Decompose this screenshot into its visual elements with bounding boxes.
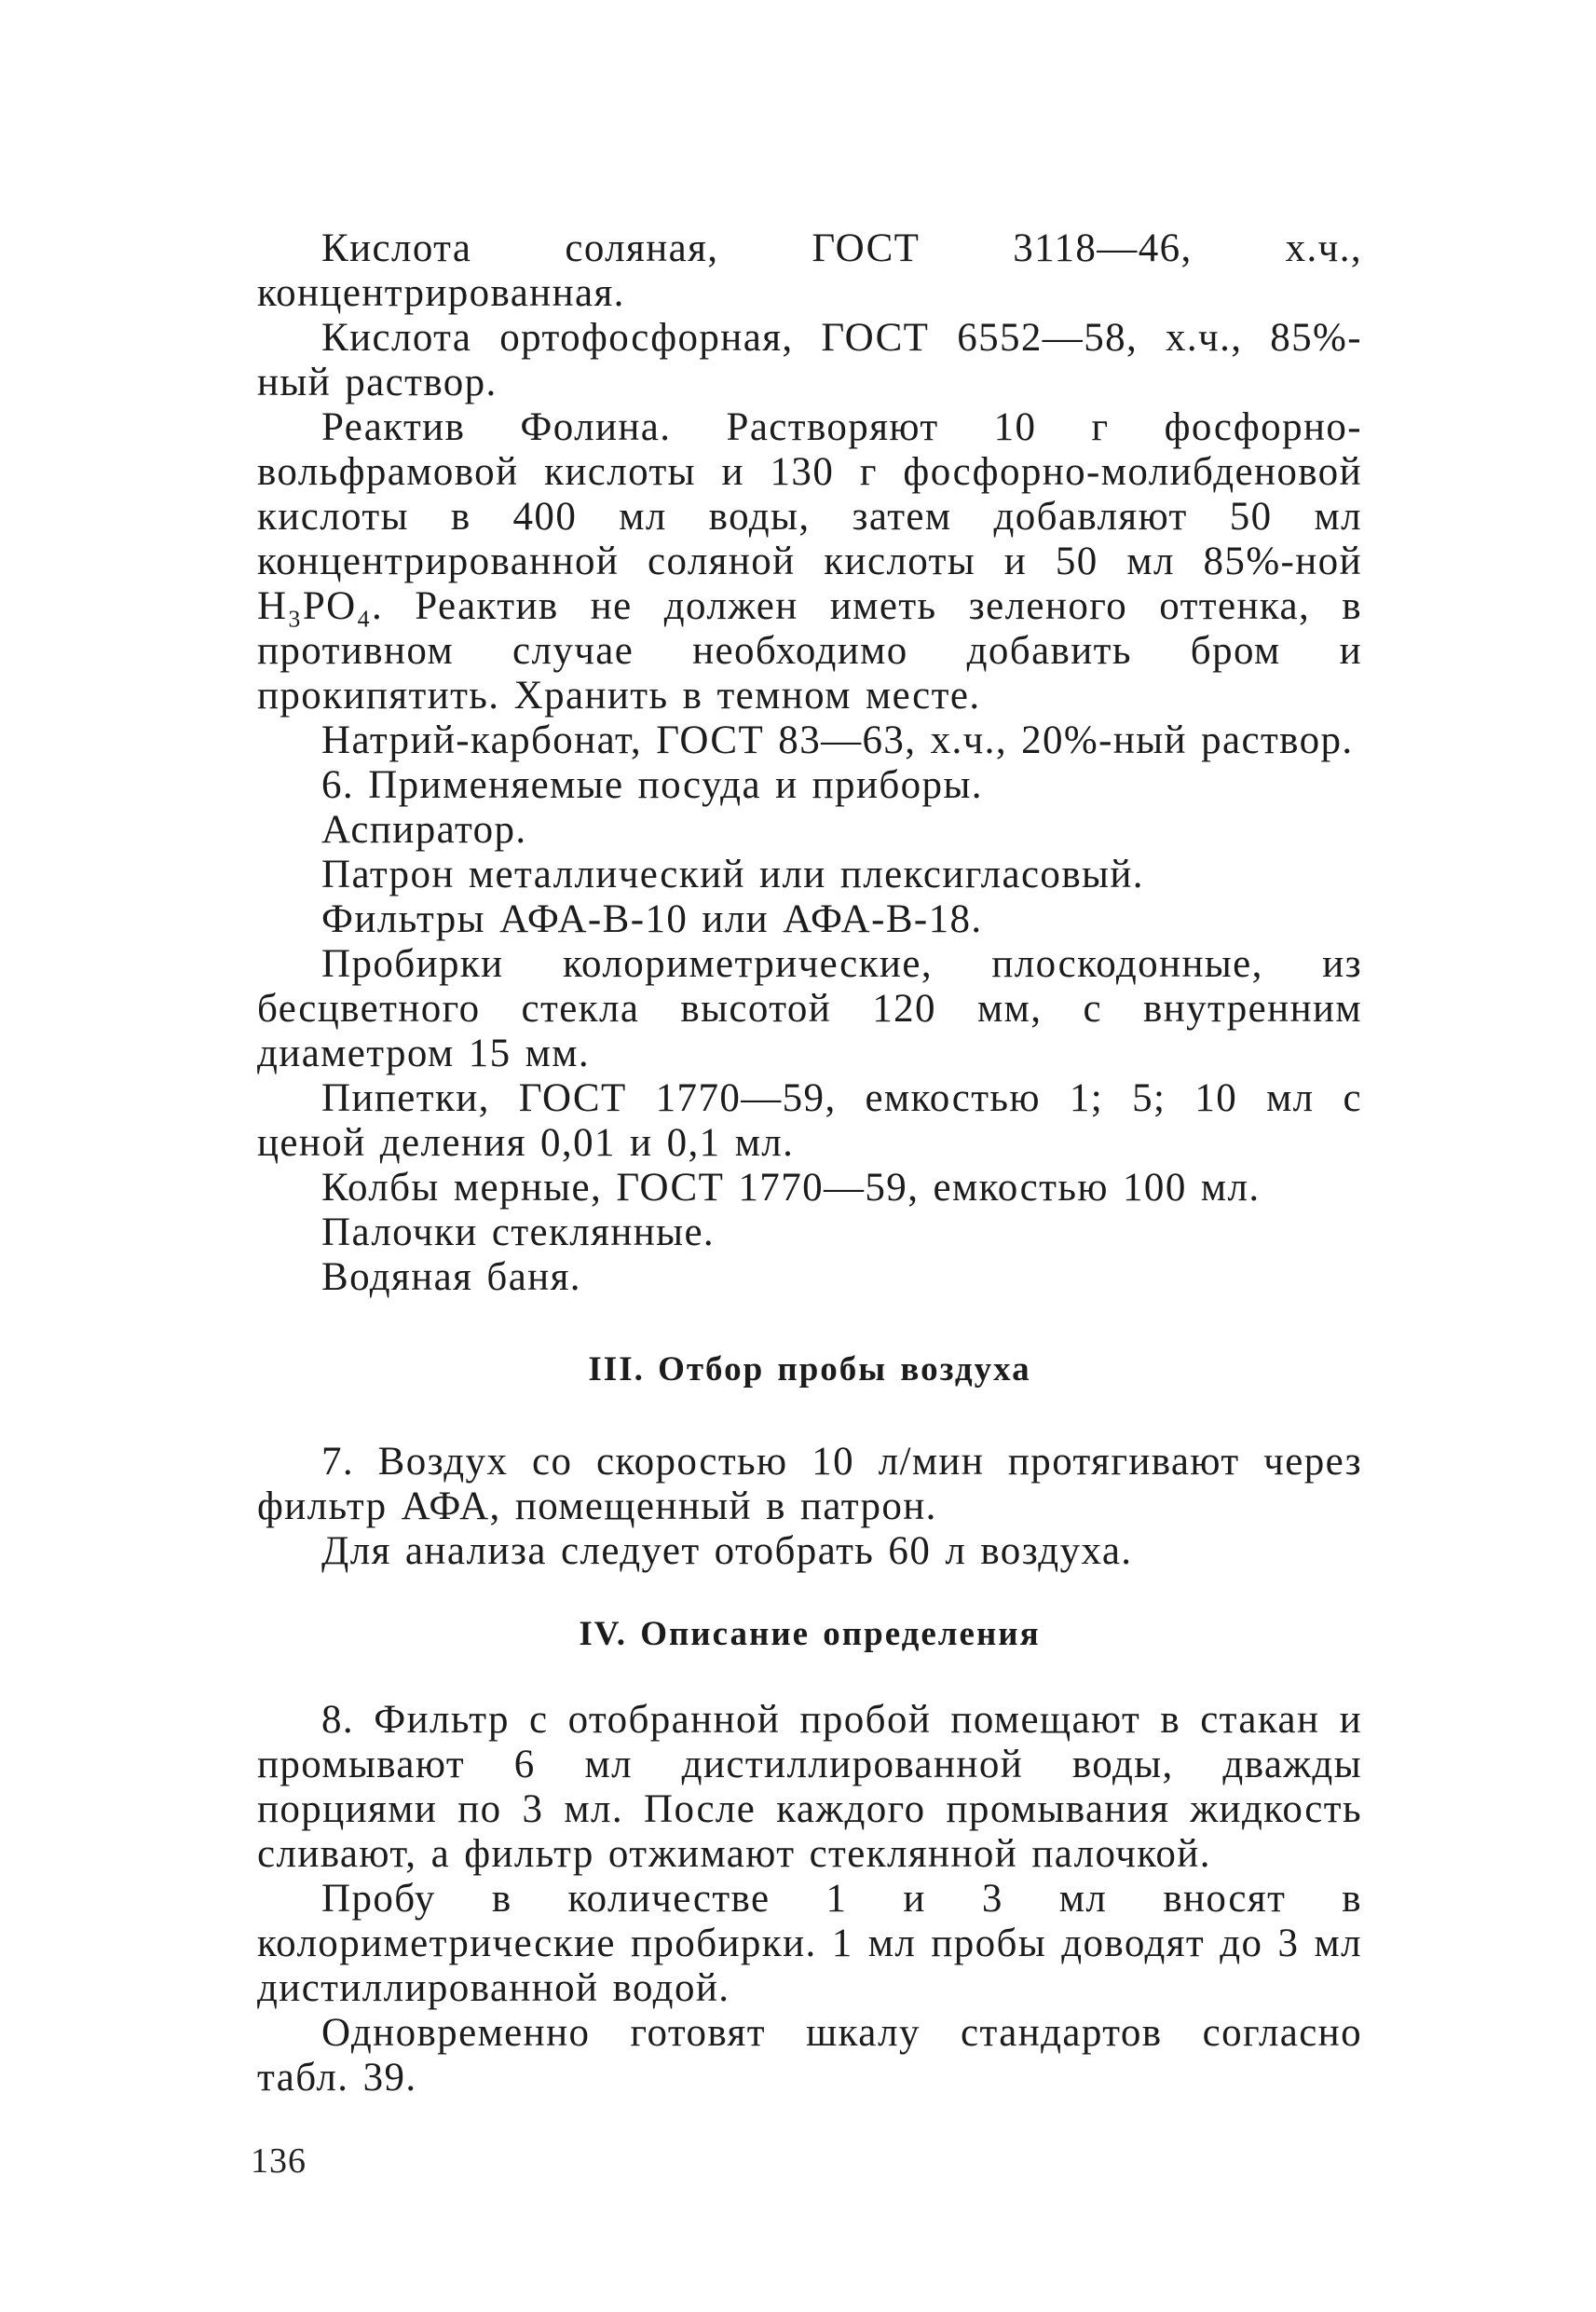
paragraph-aspirator: Аспиратор. [321, 808, 527, 852]
section-heading-procedure: IV. Описание определения [579, 1615, 1041, 1653]
paragraph-filter-wash: 8. Фильтр с отобранной пробой помещают в стакан и промывают 6 мл дистиллированной воды, дважды порциями по 3 мл. После каждого промывания жидкость сливают, а фильтр отжимают стеклянной палочкой. [257, 1698, 1362, 1876]
paragraph-pipettes: Пипетки, ГОСТ 1770—59, емкостью 1; 5; 10 мл с ценой деления 0,01 и 0,1 мл. [257, 1076, 1362, 1165]
paragraph-hydrochloric-acid: Кислота соляная, ГОСТ 3118—46, х.ч., концентрированная. [257, 226, 1362, 315]
section-heading-sampling: III. Отбор пробы воздуха [588, 1350, 1031, 1389]
paragraph-air-flow: 7. Воздух со скоростью 10 л/мин протягивают через фильтр АФА, помещенный в патрон. [257, 1440, 1362, 1528]
paragraph-air-volume: Для анализа следует отобрать 60 л воздуха. [321, 1529, 1133, 1573]
page-number: 136 [251, 2141, 307, 2181]
paragraph-standards-scale: Одновременно готовят шкалу стандартов согласно табл. 39. [257, 2011, 1362, 2100]
paragraph-folin-reagent: Реактив Фолина. Растворяют 10 г фосфорно-вольфрамовой кислоты и 130 г фосфорно-молибденовой кислоты в 400 мл воды, затем добавляют 50 мл концентрированной соляной кислоты и 50 мл 85%-ной H₃PO₄. Реактив не должен иметь зеленого оттенка, в противном случае необходимо добавить бром и прокипятить. Хранить в темном месте. [257, 405, 1362, 718]
paragraph-sodium-carbonate: Натрий-карбонат, ГОСТ 83—63, х.ч., 20%-ный раствор. [321, 718, 1354, 762]
paragraph-cartridge: Патрон металлический или плексигласовый. [321, 853, 1144, 896]
paragraph-flasks: Колбы мерные, ГОСТ 1770—59, емкостью 100 мл. [321, 1166, 1261, 1210]
paragraph-glass-rods: Палочки стеклянные. [321, 1211, 716, 1254]
paragraph-test-tubes: Пробирки колориметрические, плоскодонные, из бесцветного стекла высотой 120 мм, с внутренним диаметром 15 мм. [257, 942, 1362, 1075]
paragraph-sample-tubes: Пробу в количестве 1 и 3 мл вносят в колориметрические пробирки. 1 мл пробы доводят до 3 мл дистиллированной водой. [257, 1877, 1362, 2010]
page-body [257, 226, 1362, 2100]
paragraph-filters: Фильтры АФА-В-10 или АФА-В-18. [321, 897, 983, 941]
paragraph-equipment-title: 6. Применяемые посуда и приборы. [321, 763, 983, 807]
paragraph-water-bath: Водяная баня. [321, 1255, 581, 1299]
paragraph-phosphoric-acid: Кислота ортофосфорная, ГОСТ 6552—58, х.ч., 85%-ный раствор. [257, 316, 1362, 404]
